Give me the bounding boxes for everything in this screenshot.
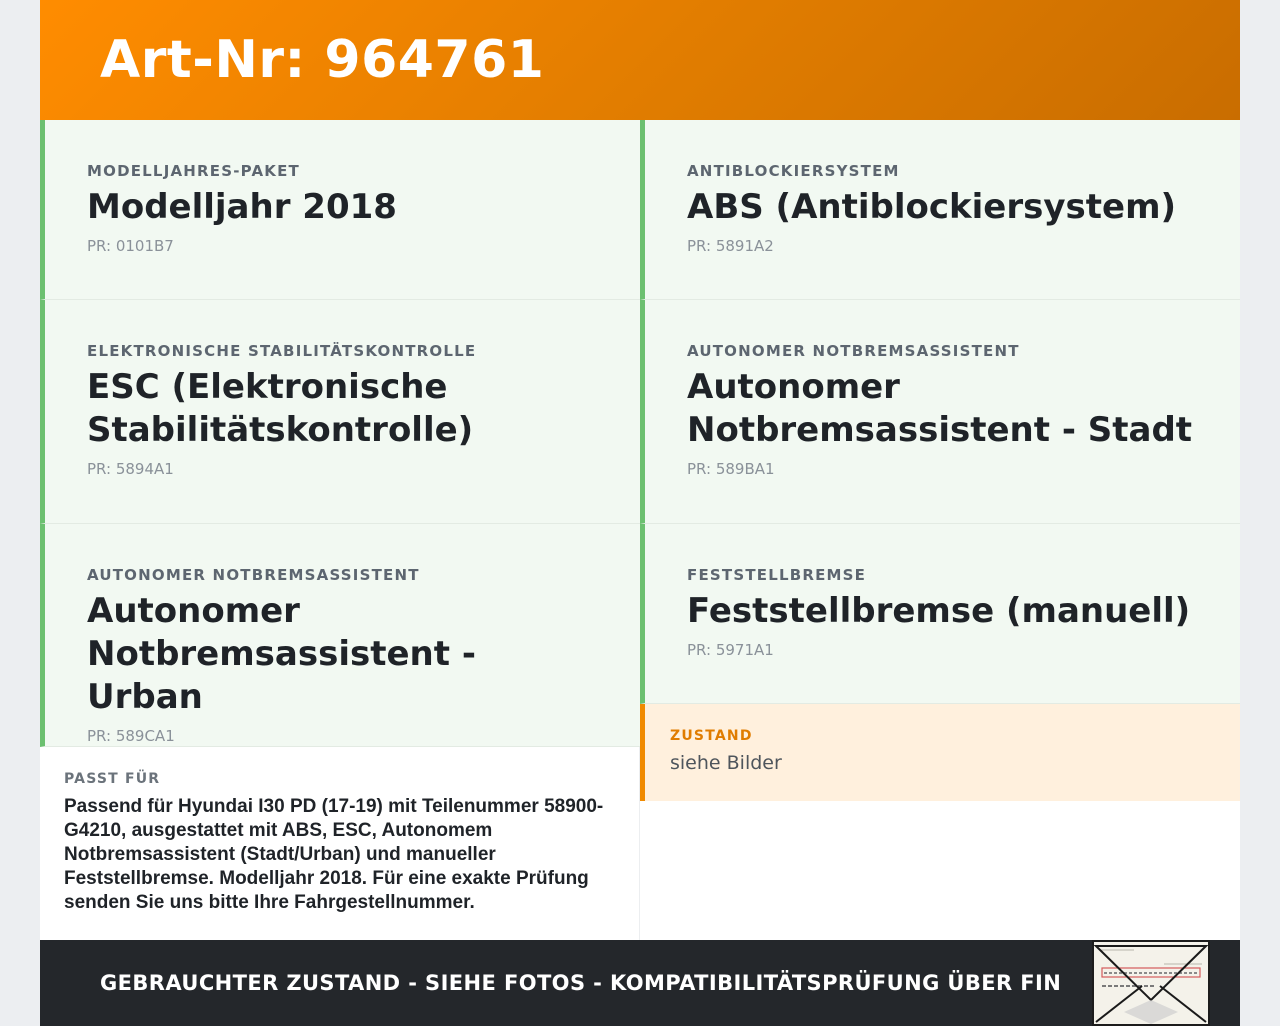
feature-name: Autonomer Notbremsassistent - Stadt bbox=[687, 367, 1193, 450]
feature-category: MODELLJAHRES-PAKET bbox=[87, 162, 300, 180]
feature-pr-code: PR: 0101B7 bbox=[87, 237, 174, 255]
condition-value: siehe Bilder bbox=[670, 752, 782, 774]
fitment-label: PASST FÜR bbox=[64, 771, 161, 787]
feature-card-modelljahr bbox=[40, 120, 640, 300]
feature-name: ESC (Elektronische Stabilitätskontrolle) bbox=[87, 367, 474, 450]
feature-card-abs bbox=[640, 120, 1240, 300]
feature-card-notbrems-stadt bbox=[640, 300, 1240, 524]
feature-pr-code: PR: 5971A1 bbox=[687, 641, 774, 659]
document-photo-thumbnail[interactable] bbox=[1092, 940, 1210, 1026]
condition-box bbox=[640, 704, 1240, 801]
article-number-title: Art-Nr: 964761 bbox=[100, 30, 545, 90]
feature-name: ABS (Antiblockiersystem) bbox=[687, 187, 1177, 227]
feature-pr-code: PR: 589CA1 bbox=[87, 727, 175, 745]
feature-category: FESTSTELLBREMSE bbox=[687, 566, 867, 584]
header-bar bbox=[40, 0, 1240, 120]
envelope-document-icon bbox=[1094, 942, 1208, 1024]
feature-category: ELEKTRONISCHE STABILITÄTSKONTROLLE bbox=[87, 342, 477, 360]
feature-name: Feststellbremse (manuell) bbox=[687, 591, 1191, 631]
footer-banner bbox=[40, 940, 1240, 1026]
feature-name: Modelljahr 2018 bbox=[87, 187, 397, 227]
condition-label: ZUSTAND bbox=[670, 728, 753, 744]
fitment-box bbox=[40, 747, 640, 940]
feature-category: ANTIBLOCKIERSYSTEM bbox=[687, 162, 900, 180]
feature-card-esc bbox=[40, 300, 640, 524]
feature-card-feststellbremse bbox=[640, 524, 1240, 704]
product-sheet bbox=[40, 0, 1240, 1026]
feature-card-notbrems-urban bbox=[40, 524, 640, 747]
feature-name: Autonomer Notbremsassistent - Urban bbox=[87, 591, 476, 717]
feature-pr-code: PR: 5891A2 bbox=[687, 237, 774, 255]
feature-category: AUTONOMER NOTBREMSASSISTENT bbox=[687, 342, 1020, 360]
feature-category: AUTONOMER NOTBREMSASSISTENT bbox=[87, 566, 420, 584]
fitment-text: Passend für Hyundai I30 PD (17-19) mit Teilenummer 58900-G4210, ausgestattet mit ABS, ESC, Autonomem Notbremsassistent (Stadt/Urban) und manueller Feststellbremse. Modelljahr 2018. Für eine exakte Prüfung senden Sie uns bitte Ihre Fahrgestellnummer. bbox=[64, 796, 604, 913]
feature-pr-code: PR: 589BA1 bbox=[687, 460, 775, 478]
footer-banner-text: GEBRAUCHTER ZUSTAND - SIEHE FOTOS - KOMPATIBILITÄTSPRÜFUNG ÜBER FIN bbox=[100, 971, 1062, 995]
feature-pr-code: PR: 5894A1 bbox=[87, 460, 174, 478]
